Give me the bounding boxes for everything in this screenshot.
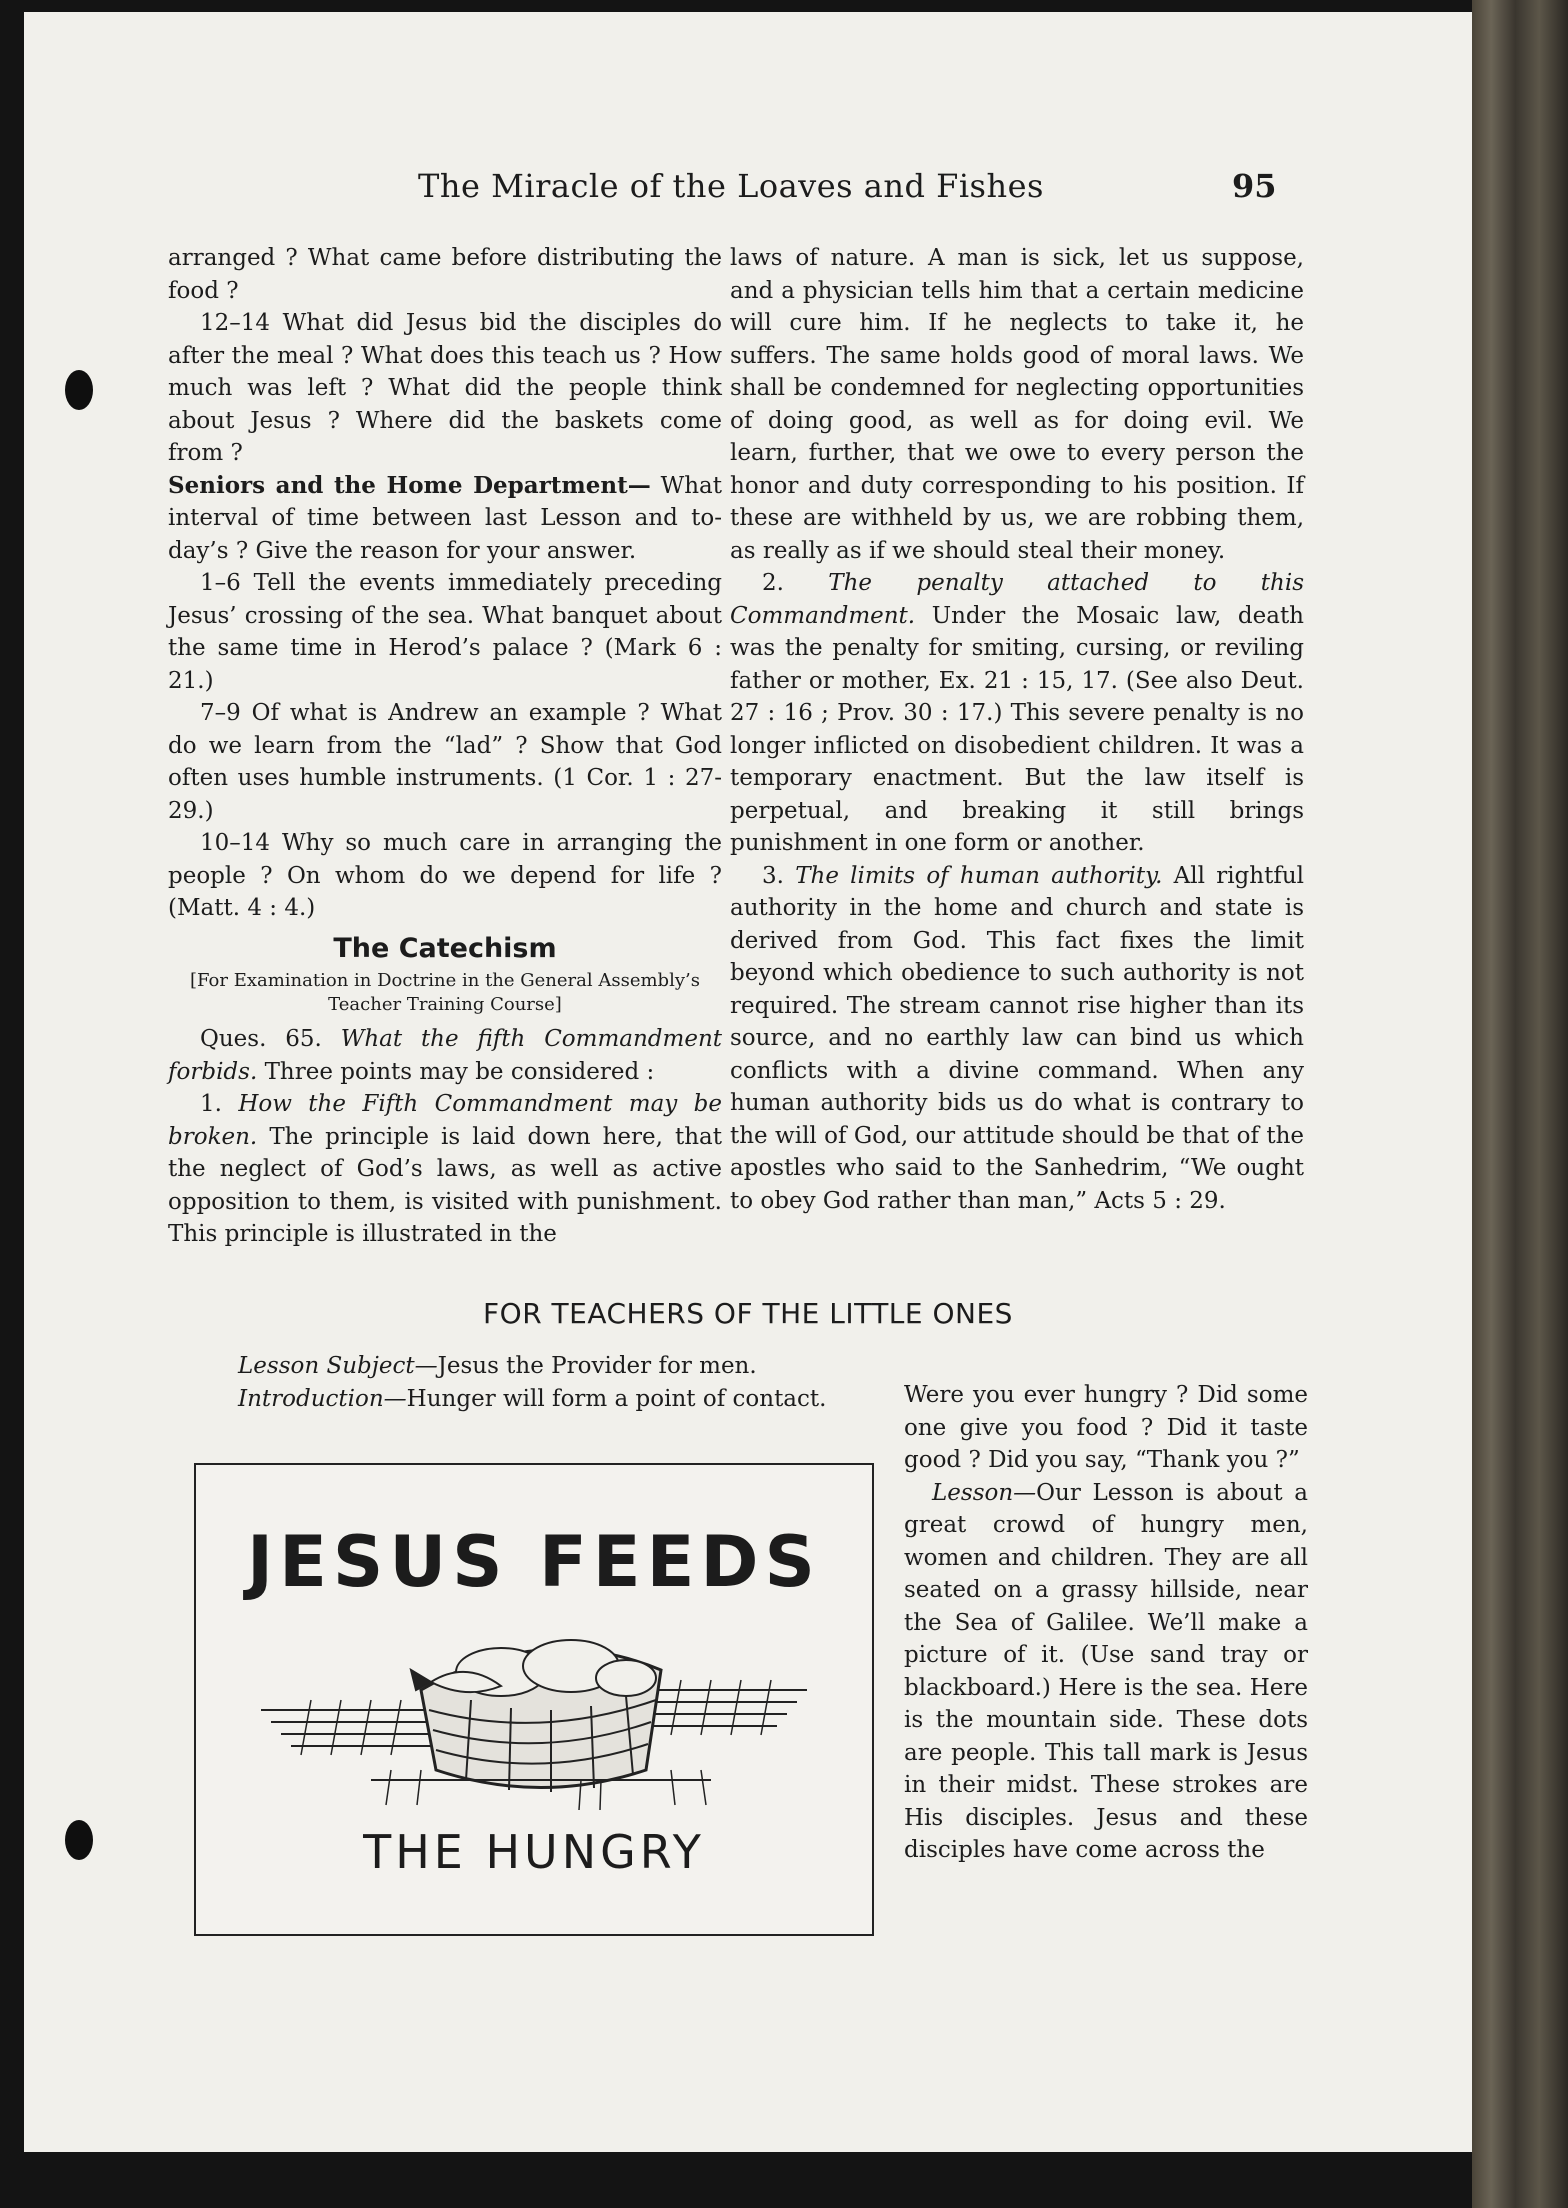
basket-of-loaves-and-fish-icon [251, 1630, 817, 1820]
paragraph: 10–14 Why so much care in arranging the people ? On whom do we depend for life ? (Matt. 4 : 4.) [168, 830, 722, 921]
illustration-subtitle: THE HUNGRY [363, 1825, 705, 1879]
paragraph: arranged ? What came before distributing the food ? [168, 245, 722, 304]
paragraph-text: The principle is laid down here, that the neglect of God’s laws, as well as active opposition to them, is visited with punishment. This principle is illustrated in the [168, 1123, 722, 1247]
book-spine [1472, 0, 1568, 2208]
paragraph [168, 1088, 722, 1251]
paragraph: 12–14 What did Jesus bid the disciples do after the meal ? What does this teach us ? How much was left ? What did the people think about Jesus ? Where did the baskets come from ? [168, 310, 722, 466]
paragraph: 7–9 Of what is Andrew an example ? What do we learn from the “lad” ? Show that God often uses humble instruments. (1 Cor. 1 : 27-29.) [168, 700, 722, 824]
catechism-title: The Catechism [333, 932, 557, 964]
paragraph [730, 860, 1304, 1218]
paragraph-text: What interval of time between last Lesson and to-day’s ? Give the reason for your answer. [168, 472, 722, 564]
paragraph [730, 567, 1304, 860]
binding-hole [65, 370, 93, 410]
page-header [24, 167, 1472, 217]
paragraph-text: Three points may be considered : [264, 1058, 655, 1085]
paragraph: 1–6 Tell the events immediately preceding Jesus’ crossing of the sea. What banquet about the same time in Herod’s palace ? (Mark 6 : 21.) [168, 570, 722, 694]
lesson-label: Lesson— [932, 1479, 1037, 1506]
right-column [730, 242, 1304, 1217]
paragraph: Were you ever hungry ? Did some one give you food ? Did it taste good ? Did you say, “Thank you ?” [904, 1382, 1308, 1473]
illustration-box [194, 1463, 874, 1936]
question-number: Ques. 65. [200, 1026, 322, 1052]
subject-text: Jesus the Provider for men. [437, 1353, 757, 1379]
paragraph-text: All rightful authority in the home and church and state is derived from God. This fact fixes the limit beyond which obedience to such authority is not required. The stream cannot rise higher than its source, and no earthly law can bind us which conflicts with a divine command. When any human authority bids us do what is contrary to the will of God, our attitude should be that of the apostles who said to the Sanhedrim, “We ought to obey God rather than man,” Acts 5 : 29. [730, 862, 1305, 1214]
point-number: 1. [200, 1091, 222, 1117]
paragraph: laws of nature. A man is sick, let us suppose, and a physician tells him that a certain medicine will cure him. If he neglects to take it, he suffers. The same holds good of moral laws. We shall be condemned for neglecting opportunities of doing good, as well as for doing evil. We learn, further, that we owe to every person the honor and duty corresponding to his position. If these are withheld by us, we are robbing them, as really as if we should steal their money. [730, 245, 1304, 564]
paragraph [168, 1023, 722, 1088]
subject-label: Lesson Subject— [238, 1353, 438, 1379]
catechism-note: [For Examination in Doctrine in the General Assembly’s Teacher Training Course] [190, 970, 700, 1015]
point-heading: The penalty attached to this Commandment. [730, 570, 1304, 629]
point-heading: The limits of human authority. [795, 862, 1163, 889]
book-page [24, 12, 1472, 2152]
paragraph [904, 1477, 1308, 1867]
intro-label: Introduction— [238, 1386, 407, 1412]
binding-hole [65, 1820, 93, 1860]
left-column [168, 242, 722, 1251]
paragraph [168, 470, 722, 568]
point-number: 3. [762, 862, 784, 889]
section-heading: Seniors and the Home Department— [168, 471, 651, 499]
point-number: 2. [762, 570, 784, 596]
question-text: What the fifth Commandment forbids. [168, 1026, 722, 1085]
page-number: 95 [1232, 167, 1277, 205]
section-heading-little-ones: FOR TEACHERS OF THE LITTLE ONES [483, 1297, 1013, 1330]
illustration-title: JESUS FEEDS [247, 1521, 821, 1603]
point-heading: How the Fifth Commandment may be broken. [168, 1091, 723, 1150]
paragraph-text: Under the Mosaic law, death was the penalty for smiting, cursing, or reviling father or mother, Ex. 21 : 15, 17. (See also Deut. 27 : 16 ; Prov. 30 : 17.) This severe penalty is no longer inflicted on disobedient children. It was a temporary enactment. But the law itself is perpetual, and breaking it still brings punishment in one form or another. [730, 602, 1304, 856]
lesson-intro [238, 1350, 898, 1416]
running-title: The Miracle of the Loaves and Fishes [418, 167, 1044, 205]
intro-text: Hunger will form a point of contact. [406, 1386, 827, 1412]
lesson-text: Our Lesson is about a great crowd of hungry men, women and children. They are all seated on a grassy hillside, near the Sea of Galilee. We’ll make a picture of it. (Use sand tray or blackboard.) Here is the sea. Here is the mountain side. These dots are people. This tall mark is Jesus in their midst. These strokes are His disciples. Jesus and these disciples have come across the [904, 1479, 1308, 1863]
little-ones-right-column [904, 1379, 1308, 1867]
